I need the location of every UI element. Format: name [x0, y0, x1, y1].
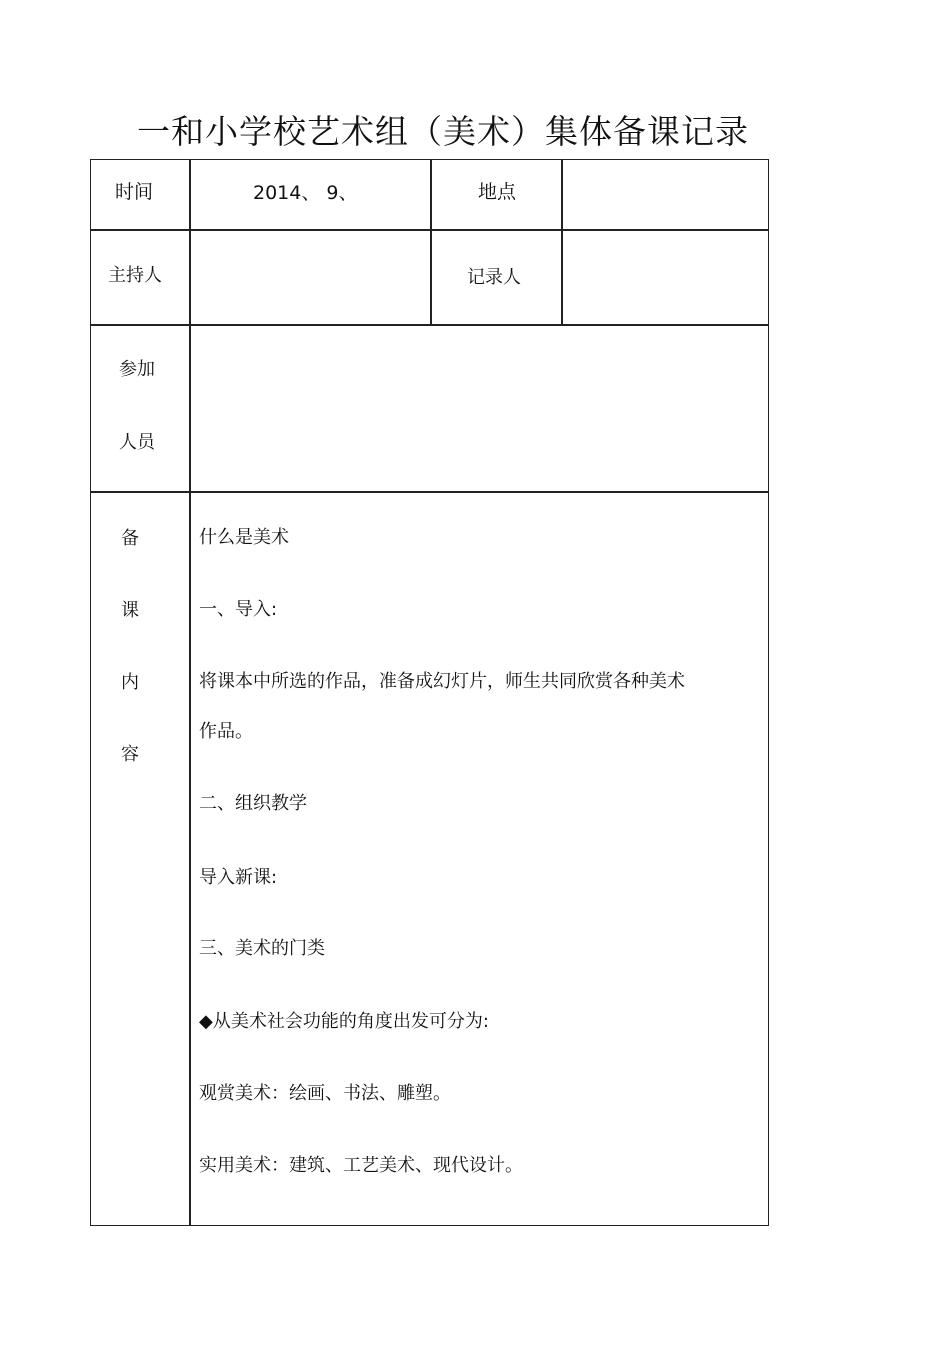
page-title: 一和小学校艺术组（美术）集体备课记录 [137, 112, 749, 151]
column-divider [189, 160, 191, 1225]
content-line: 作品。 [199, 721, 253, 742]
content-label-char: 备 [121, 528, 139, 549]
column-divider [430, 160, 432, 325]
time-label: 时间 [115, 181, 154, 203]
time-value: 2014、 9、 [253, 182, 358, 204]
recorder-label: 记录人 [467, 267, 521, 288]
content-line: 三、美术的门类 [199, 938, 325, 959]
content-label-char: 内 [121, 672, 139, 693]
content-label-char: 课 [121, 600, 139, 621]
row-divider [91, 491, 768, 493]
content-line: 导入新课: [199, 867, 278, 888]
content-line: 实用美术：建筑、工艺美术、现代设计。 [199, 1155, 523, 1176]
participants-label-line2: 人员 [119, 432, 155, 453]
content-line: 观赏美术：绘画、书法、雕塑。 [199, 1083, 451, 1104]
content-line: 将课本中所选的作品，准备成幻灯片，师生共同欣赏各种美术 [199, 671, 685, 692]
content-line: 一、导入: [199, 599, 278, 620]
column-divider [561, 160, 563, 325]
content-label-char: 容 [121, 744, 139, 765]
content-line: 二、组织教学 [199, 793, 307, 814]
lesson-record-table [90, 159, 769, 1226]
participants-label-line1: 参加 [119, 359, 155, 380]
place-label: 地点 [478, 181, 517, 203]
content-line: 什么是美术 [199, 527, 289, 548]
host-label: 主持人 [108, 265, 162, 286]
content-line: ◆从美术社会功能的角度出发可分为: [199, 1011, 489, 1032]
